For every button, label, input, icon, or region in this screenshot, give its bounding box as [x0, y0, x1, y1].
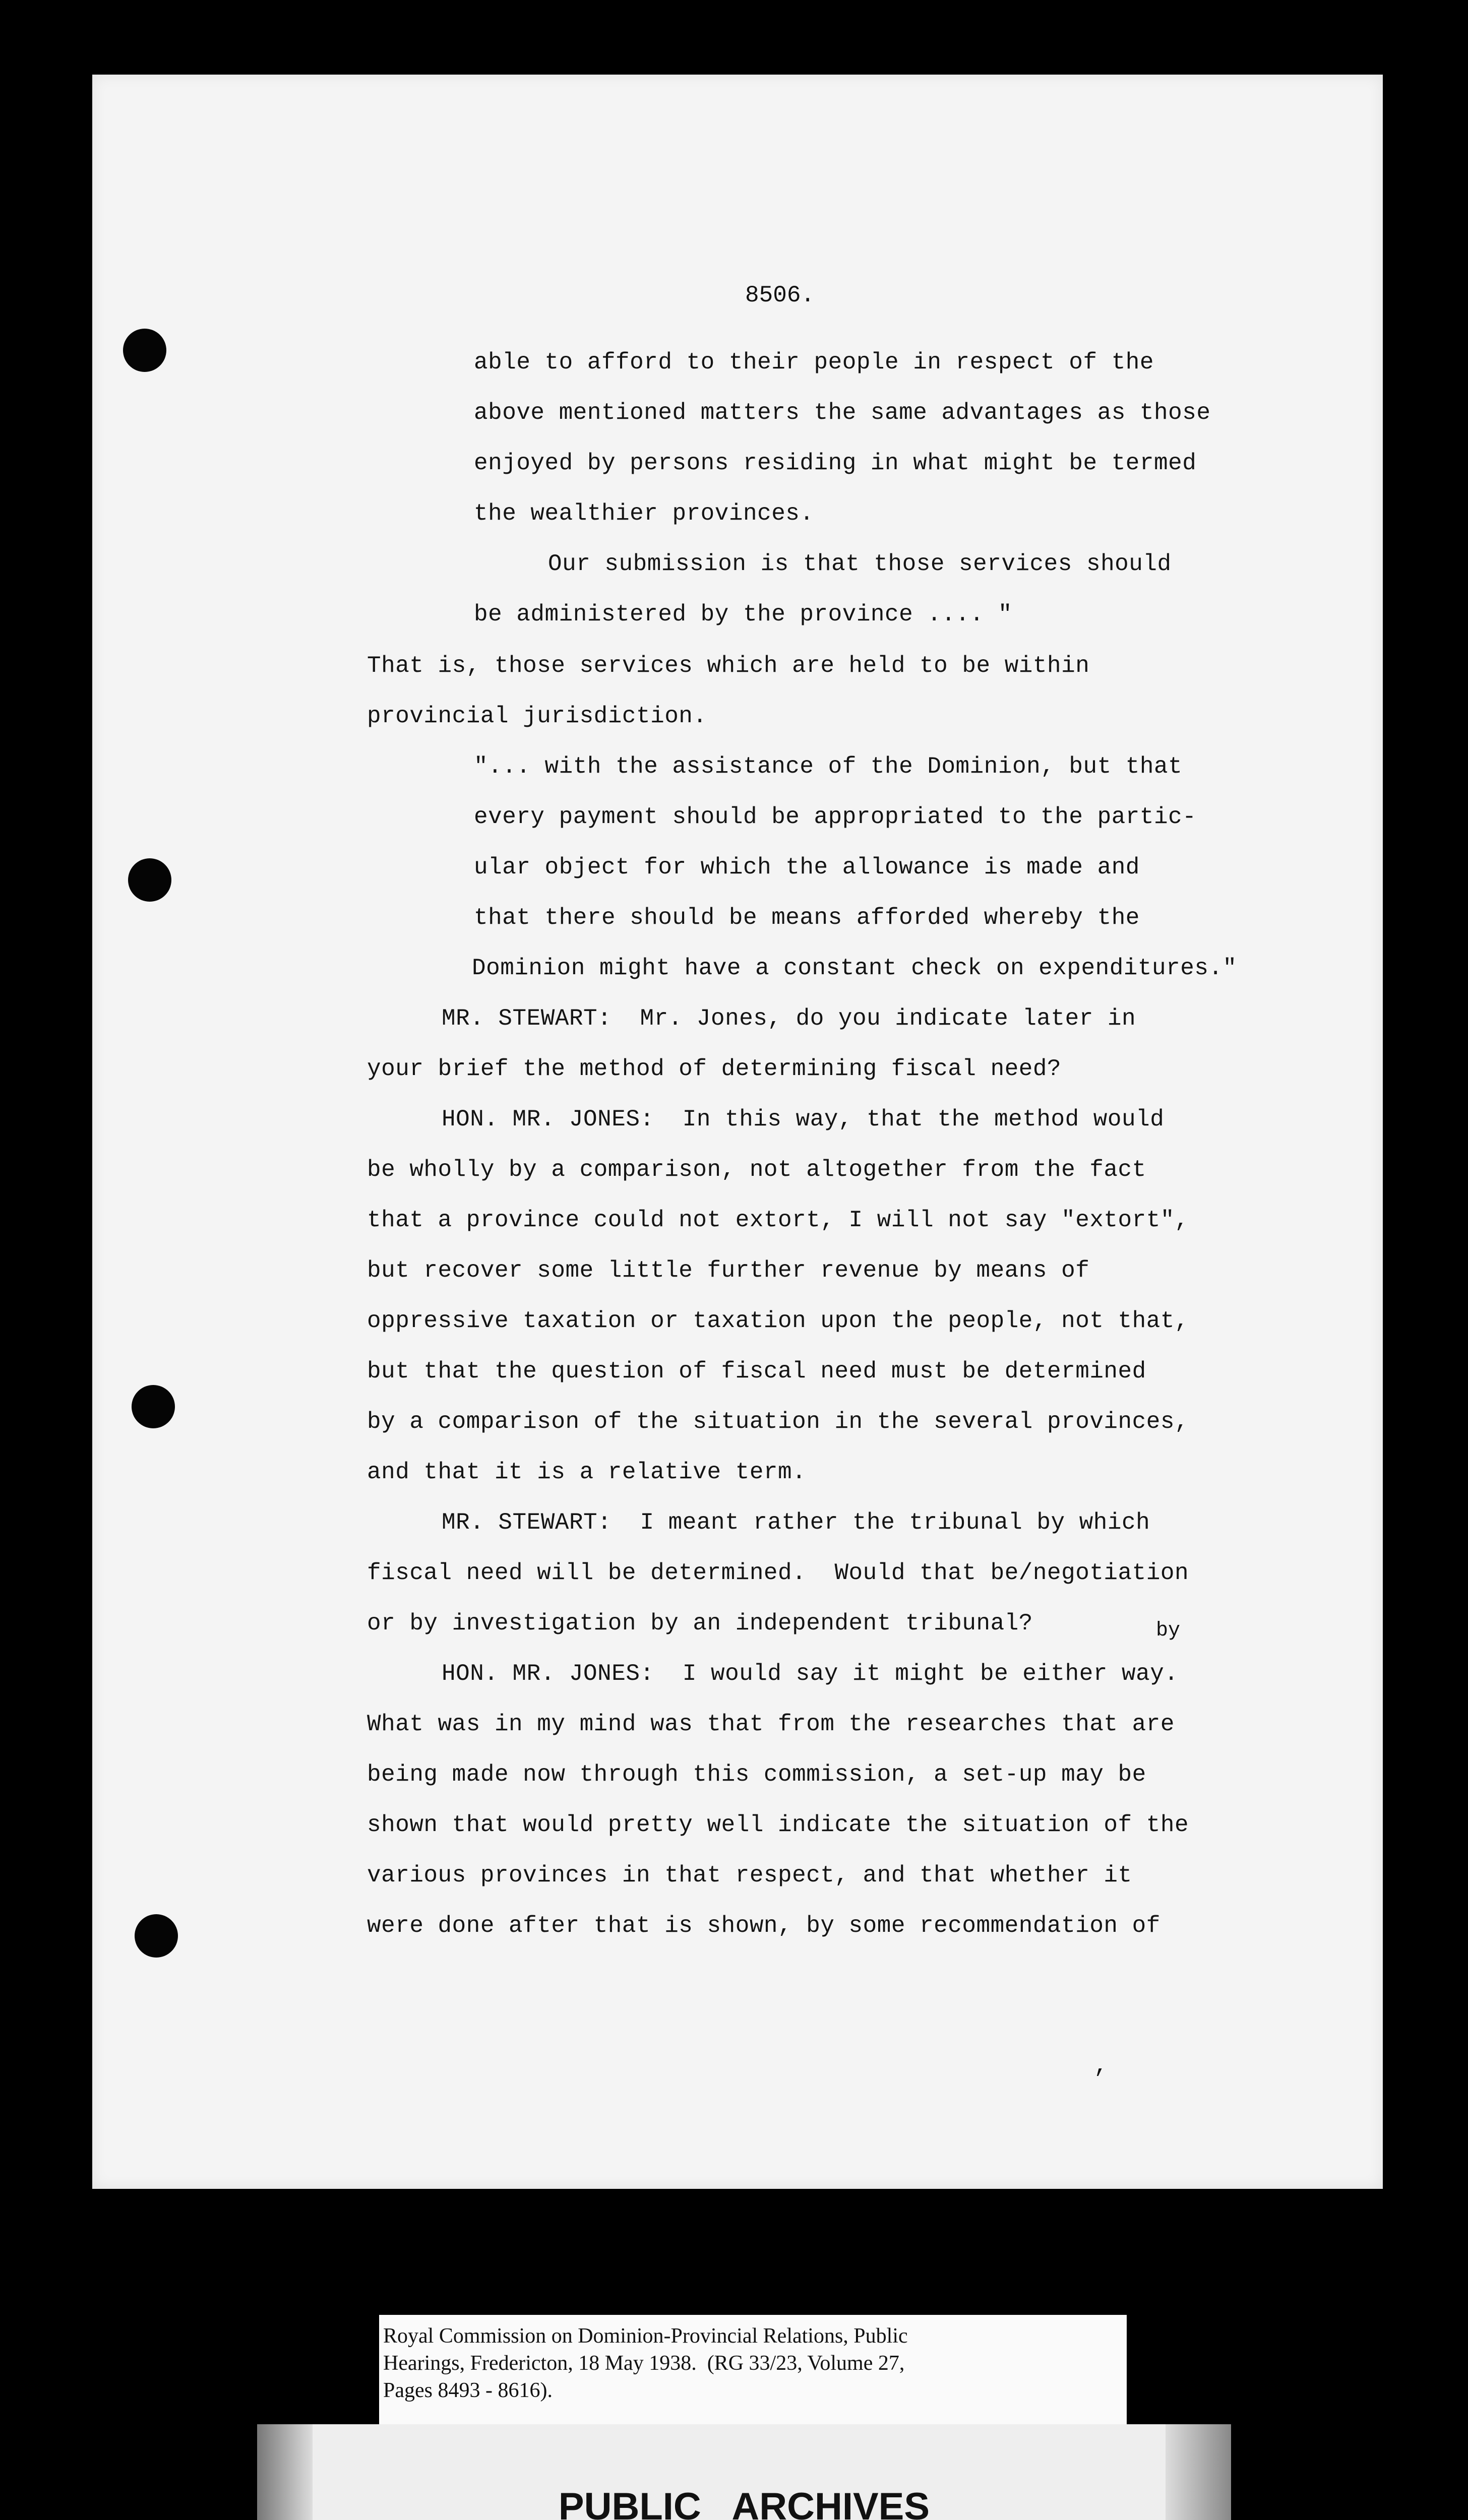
text-line: be wholly by a comparison, not altogether from the fact	[367, 1157, 1146, 1183]
text-line: your brief the method of determining fiscal need?	[367, 1056, 1062, 1082]
speaker-line: HON. MR. JONES: In this way, that the method would	[442, 1106, 1165, 1132]
text-line: various provinces in that respect, and that whether it	[367, 1862, 1132, 1888]
citation-line: Royal Commission on Dominion-Provincial Relations, Public	[383, 2324, 908, 2348]
text-line: be administered by the province .... "	[474, 601, 1012, 627]
text-line: or by investigation by an independent tribunal?	[367, 1610, 1033, 1636]
text-line: were done after that is shown, by some recommendation of	[367, 1913, 1160, 1939]
punch-hole	[123, 329, 166, 372]
text-line: provincial jurisdiction.	[367, 703, 707, 729]
archive-citation-label	[379, 2315, 1127, 2424]
text-line: Dominion might have a constant check on expenditures."	[472, 955, 1237, 981]
punch-hole	[132, 1385, 175, 1428]
citation-line: Pages 8493 - 8616).	[383, 2379, 553, 2402]
text-line: able to afford to their people in respect of the	[474, 349, 1154, 375]
text-line: every payment should be appropriated to the partic-	[474, 804, 1197, 830]
text-line: What was in my mind was that from the researches that are	[367, 1711, 1175, 1737]
text-line: enjoyed by persons residing in what might be termed	[474, 450, 1197, 476]
page-number: 8506.	[745, 282, 815, 308]
text-line: by a comparison of the situation in the several provinces,	[367, 1409, 1189, 1435]
text-line: that there should be means afforded whereby the	[474, 905, 1140, 931]
text-line: ular object for which the allowance is made and	[474, 854, 1140, 880]
text-line: oppressive taxation or taxation upon the people, not that,	[367, 1308, 1189, 1334]
text-line: and that it is a relative term.	[367, 1459, 807, 1485]
speaker-line: MR. STEWART: Mr. Jones, do you indicate later in	[442, 1005, 1136, 1032]
citation-line: Hearings, Fredericton, 18 May 1938. (RG 33/23, Volume 27,	[383, 2352, 905, 2375]
text-line: fiscal need will be determined. Would that be/negotiation	[367, 1560, 1189, 1586]
text-line: that a province could not extort, I will not say "extort",	[367, 1207, 1189, 1233]
text-line: but that the question of fiscal need must be determined	[367, 1358, 1146, 1384]
text-line: shown that would pretty well indicate the situation of the	[367, 1812, 1189, 1838]
stray-mark: ,	[1094, 2053, 1108, 2079]
document-page	[92, 75, 1383, 2189]
speaker-line: HON. MR. JONES: I would say it might be either way.	[442, 1661, 1179, 1687]
stamp-line-english: PUBLIC ARCHIVES	[558, 2485, 930, 2520]
text-line: That is, those services which are held to be within	[367, 653, 1090, 679]
archive-stamp-card	[257, 2424, 1231, 2520]
speaker-line: MR. STEWART: I meant rather the tribunal by which	[442, 1509, 1150, 1536]
text-line: above mentioned matters the same advantages as those	[474, 400, 1211, 426]
text-line: being made now through this commission, a set-up may be	[367, 1761, 1146, 1788]
text-line: Our submission is that those services should	[548, 551, 1172, 577]
punch-hole	[128, 858, 171, 902]
text-line: but recover some little further revenue by means of	[367, 1257, 1090, 1284]
handwritten-insertion: by	[1156, 1619, 1181, 1642]
punch-hole	[135, 1914, 178, 1958]
text-line: the wealthier provinces.	[474, 500, 814, 527]
text-line: "... with the assistance of the Dominion, but that	[474, 753, 1183, 780]
